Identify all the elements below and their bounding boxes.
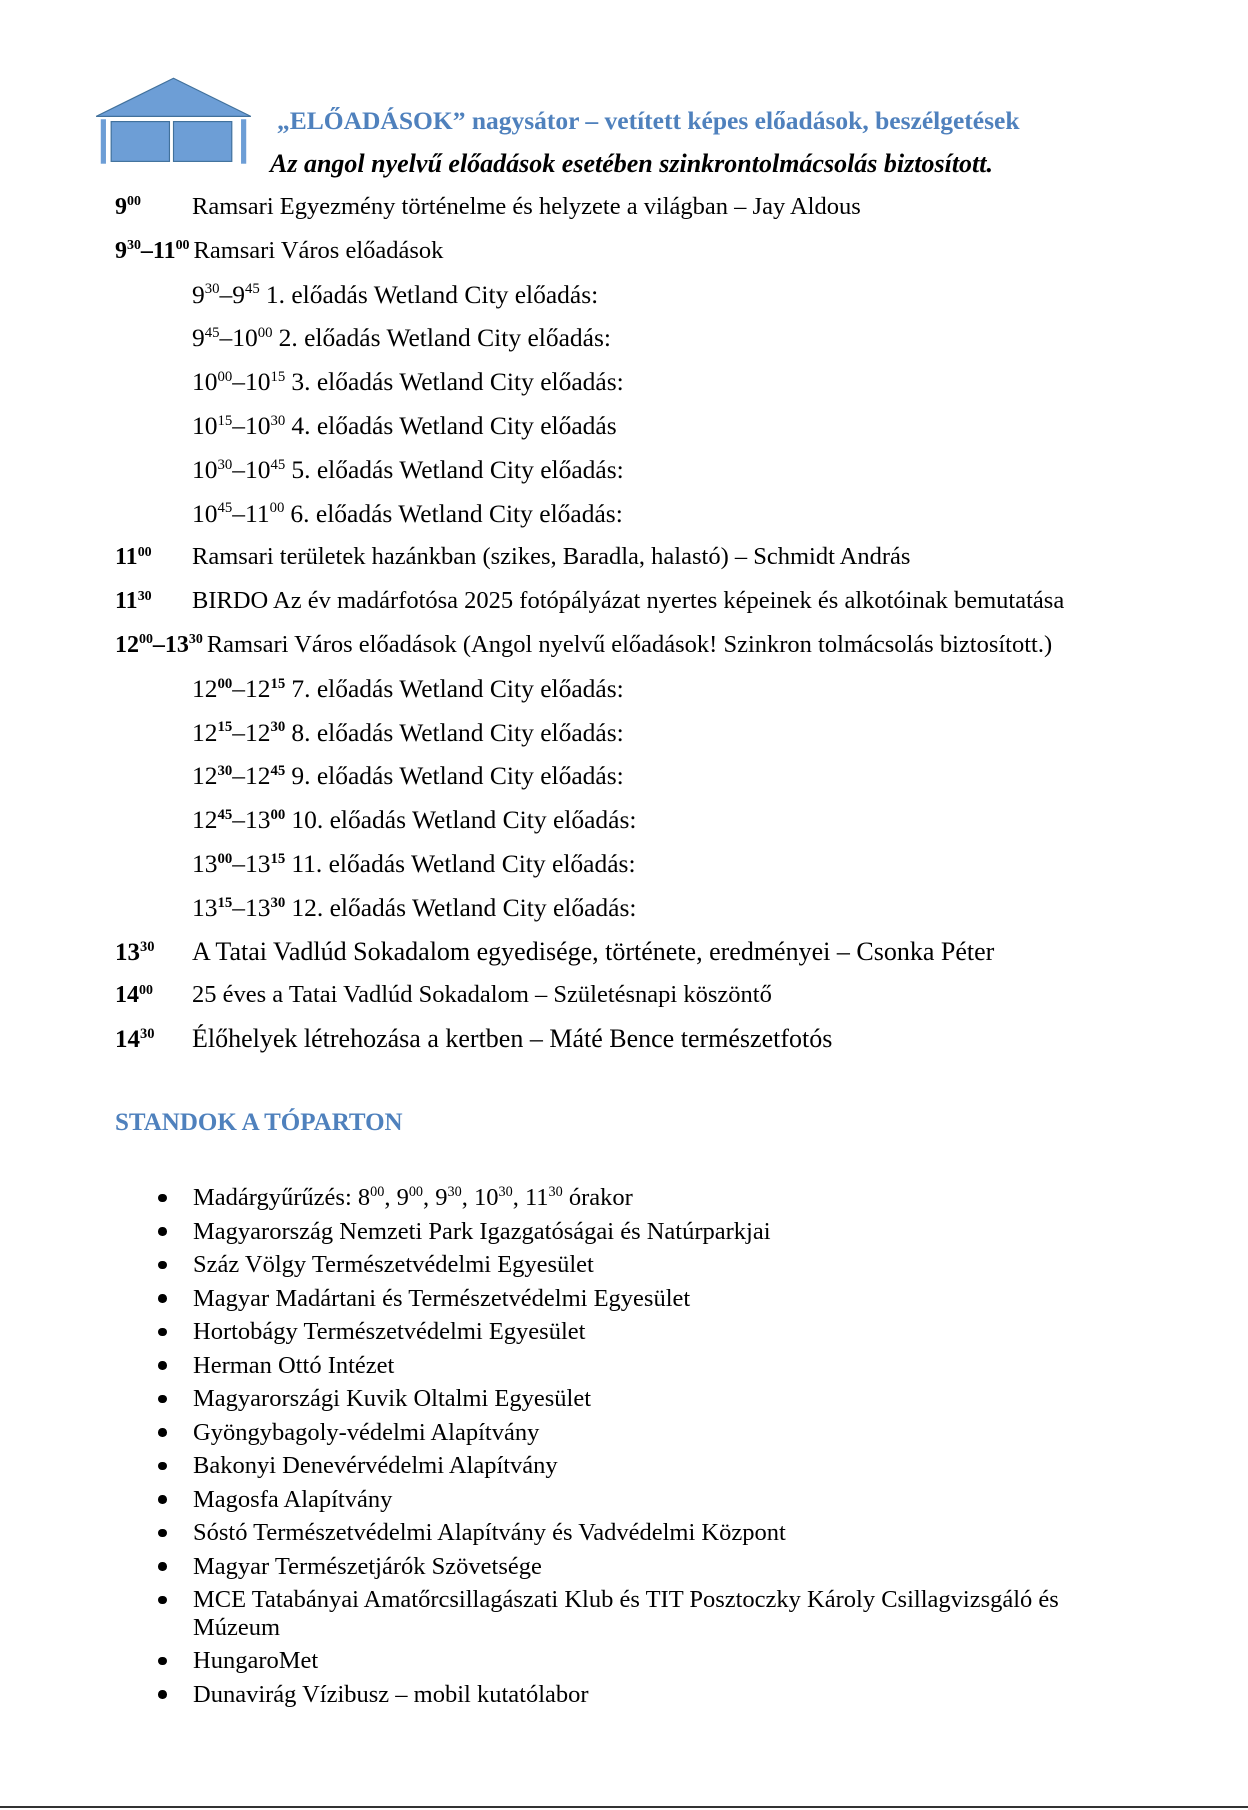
time-range-dash: – [219, 279, 233, 309]
time-minute: 15 [217, 412, 233, 429]
tent-left-post [101, 119, 106, 163]
time-minute: 00 [139, 632, 153, 648]
stand-name: Magosfa Alapítvány [193, 1485, 393, 1513]
time-point [192, 323, 220, 352]
time-point [115, 632, 153, 658]
time-hour: 10 [192, 367, 218, 397]
time-hour: 12 [192, 673, 218, 703]
time-separator: , [423, 1184, 430, 1211]
time-minute: 00 [217, 850, 233, 867]
time-minute: 30 [217, 456, 233, 473]
session-row [115, 798, 1215, 842]
time-point [232, 280, 260, 309]
time-minute: 30 [270, 719, 286, 736]
time-slot [115, 186, 192, 230]
time-hour: 14 [115, 1026, 140, 1054]
time-minute: 15 [270, 369, 286, 386]
time-range-dash: – [232, 410, 246, 440]
time-point [435, 1184, 461, 1211]
time-slot [192, 404, 285, 448]
time-minute: 00 [175, 238, 190, 254]
time-hour: 10 [192, 454, 218, 484]
time-minute: 00 [139, 982, 153, 998]
time-point [115, 544, 152, 570]
stand-item [115, 1486, 1103, 1514]
time-minute: 30 [498, 1184, 513, 1201]
program-block [115, 623, 1215, 930]
program-block [115, 185, 1215, 229]
session-title: 11. előadás Wetland City előadás: [291, 848, 636, 878]
time-point [115, 588, 152, 614]
program-block [115, 973, 1215, 1017]
time-minute: 45 [204, 325, 220, 342]
time-point [153, 238, 190, 264]
time-range-dash: – [140, 237, 153, 264]
time-hour: 12 [245, 761, 271, 791]
time-minute: 45 [270, 456, 286, 473]
time-slot [115, 974, 192, 1018]
time-point [192, 849, 232, 878]
time-slot [192, 492, 284, 536]
time-point [245, 718, 285, 747]
tent-icon [95, 77, 252, 165]
time-minute: 30 [140, 1026, 155, 1043]
time-hour: 10 [245, 454, 271, 484]
time-hour: 10 [192, 410, 218, 440]
stand-item [115, 1586, 1103, 1641]
time-minute: 00 [408, 1184, 424, 1201]
time-minute: 45 [270, 763, 286, 780]
time-point [397, 1184, 423, 1211]
time-range-dash: – [232, 367, 246, 397]
time-point [525, 1184, 563, 1211]
time-point [192, 280, 220, 309]
stand-item [115, 1419, 1103, 1447]
page-title: „ELŐADÁSOK” nagysátor – vetített képes előadások, beszélgetések [277, 106, 1020, 135]
session-row [115, 448, 1215, 492]
stand-name: MCE Tatabányai Amatőrcsillagászati Klub és TIT Posztoczky Károly Csillagvizsgáló és Múzeum [193, 1586, 1059, 1641]
stand-item [115, 1251, 1103, 1279]
time-minute: 45 [217, 500, 233, 517]
time-range-dash: – [232, 498, 246, 528]
session-title: 7. előadás Wetland City előadás: [291, 673, 624, 703]
time-point [115, 939, 155, 966]
time-hour: 11 [152, 237, 176, 264]
time-minute: 30 [137, 588, 152, 604]
time-slot [115, 580, 192, 624]
time-hour: 12 [192, 805, 218, 835]
stand-name: Bakonyi Denevérvédelmi Alapítvány [193, 1452, 558, 1479]
program-title: Ramsari Egyezmény történelme és helyzete a világban – Jay Aldous [192, 193, 861, 220]
time-point [474, 1184, 513, 1211]
time-point [192, 674, 232, 703]
program-row [115, 973, 1215, 1017]
session-row [115, 886, 1215, 930]
stand-item [115, 1285, 1103, 1313]
stand-name: Magyarország Nemzeti Park Igazgatóságai és Natúrparkjai [193, 1217, 771, 1245]
tent-right-post [241, 119, 246, 163]
time-hour: 12 [192, 717, 218, 747]
time-range-dash: – [232, 454, 246, 484]
stand-name: Gyöngybagoly-védelmi Alapítvány [193, 1418, 540, 1446]
time-point [245, 674, 285, 703]
time-point [192, 455, 232, 484]
time-minute: 15 [217, 719, 233, 736]
program-title: Ramsari területek hazánkban (szikes, Baradla, halastó) – Schmidt András [192, 543, 911, 571]
time-slot [115, 536, 192, 580]
ringing-suffix: órakor [568, 1184, 633, 1211]
time-range-dash: – [232, 761, 246, 791]
time-hour: 9 [192, 323, 205, 353]
time-hour: 12 [245, 717, 271, 747]
time-hour: 12 [245, 673, 271, 703]
time-point [165, 632, 203, 658]
program-row [115, 229, 1215, 273]
time-hour: 11 [524, 1184, 549, 1211]
stand-item [115, 1318, 1103, 1346]
time-minute: 30 [204, 281, 220, 298]
time-range-dash: – [232, 717, 246, 747]
session-row [115, 754, 1215, 798]
time-point [245, 455, 285, 484]
time-point [192, 367, 232, 396]
time-point [192, 718, 232, 747]
time-hour: 9 [115, 194, 127, 220]
session-row [115, 492, 1215, 536]
time-minute: 30 [188, 632, 203, 648]
program-title: A Tatai Vadlúd Sokadalom egyedisége, története, eredményei – Csonka Péter [192, 936, 995, 966]
session-title: 9. előadás Wetland City előadás: [291, 761, 624, 791]
time-minute: 00 [269, 500, 285, 517]
time-slot [192, 316, 273, 360]
time-minute: 30 [447, 1184, 462, 1201]
program-title: Ramsari Város előadások [193, 236, 444, 264]
time-hour: 10 [245, 410, 271, 440]
time-minute: 00 [257, 325, 273, 342]
time-minute: 00 [370, 1184, 385, 1201]
time-point [245, 367, 285, 396]
stand-name: HungaroMet [193, 1647, 319, 1675]
program-title: Ramsari Város előadások (Angol nyelvű előadások! Szinkron tolmácsolás biztosított.) [206, 630, 1053, 658]
time-point [115, 1026, 155, 1053]
stand-name: Magyar Madártani és Természetvédelmi Egyesület [193, 1284, 691, 1312]
program-row [115, 535, 1215, 579]
time-slot [115, 624, 207, 668]
time-range-dash: – [232, 805, 246, 835]
program-row [115, 185, 1215, 229]
tent-roof [96, 78, 251, 116]
time-hour: 13 [192, 892, 218, 922]
stand-item [115, 1385, 1103, 1413]
stand-item [115, 1218, 1103, 1246]
time-hour: 9 [192, 279, 205, 309]
time-range-dash: – [232, 892, 246, 922]
time-hour: 14 [115, 982, 139, 1009]
session-row [115, 842, 1215, 886]
session-title: 12. előadás Wetland City előadás: [291, 892, 637, 922]
stand-name: Magyar Természetjárók Szövetsége [193, 1552, 542, 1580]
stand-item [115, 1452, 1103, 1480]
time-slot [192, 667, 285, 711]
time-point [192, 761, 232, 790]
time-point [192, 893, 232, 922]
time-point [192, 805, 232, 834]
time-hour: 10 [232, 323, 258, 353]
program-block [115, 1017, 1215, 1061]
time-slot [192, 842, 285, 886]
stand-item [115, 1352, 1103, 1380]
time-slot [192, 360, 285, 404]
time-hour: 12 [192, 761, 218, 791]
time-slot [115, 1018, 192, 1062]
session-row [115, 667, 1215, 711]
program-block [115, 535, 1215, 579]
stand-item [115, 1553, 1103, 1581]
stands-section-title: STANDOK A TÓPARTON [115, 1109, 403, 1136]
time-hour: 10 [473, 1184, 499, 1211]
time-minute: 45 [217, 807, 233, 823]
time-slot [115, 230, 194, 274]
program-title: Élőhelyek létrehozása a kertben – Máté Bence természetfotós [192, 1024, 833, 1054]
time-hour: 11 [115, 544, 138, 571]
time-minute: 15 [270, 675, 286, 692]
program-title: BIRDO Az év madárfotósa 2025 fotópályázat nyertes képeinek és alkotóinak bemutatása [192, 587, 1065, 615]
time-minute: 30 [270, 412, 286, 429]
time-hour: 9 [115, 237, 127, 264]
program-block [115, 930, 1215, 974]
program-block [115, 579, 1215, 623]
stand-item [115, 1519, 1103, 1547]
time-slot [192, 798, 285, 842]
time-separator: , [512, 1184, 519, 1211]
session-title: 1. előadás Wetland City előadás: [265, 279, 599, 309]
time-point [358, 1184, 384, 1211]
time-minute: 15 [270, 850, 286, 867]
time-minute: 15 [217, 894, 233, 911]
time-point [245, 411, 285, 440]
time-range-dash: – [232, 848, 246, 878]
time-minute: 30 [217, 763, 233, 780]
session-title: 2. előadás Wetland City előadás: [278, 323, 611, 353]
program-row [115, 579, 1215, 623]
session-row [115, 404, 1215, 448]
time-hour: 8 [357, 1184, 371, 1211]
session-title: 3. előadás Wetland City előadás: [291, 367, 624, 397]
stand-name: Hortobágy Természetvédelmi Egyesület [193, 1318, 586, 1345]
stand-name: Herman Ottó Intézet [193, 1351, 395, 1379]
time-point [115, 982, 153, 1008]
time-hour: 10 [245, 367, 271, 397]
time-point [115, 194, 141, 220]
time-range-dash: – [152, 631, 165, 658]
time-range-dash: – [232, 673, 246, 703]
time-slot [192, 273, 260, 317]
program-row [115, 1017, 1215, 1061]
time-slot [115, 931, 192, 975]
program-row [115, 930, 1215, 974]
session-title: 4. előadás Wetland City előadás [291, 410, 617, 440]
time-hour: 11 [245, 498, 270, 528]
ringing-label: Madárgyűrűzés: [193, 1184, 352, 1211]
time-minute: 00 [127, 194, 141, 210]
time-minute: 30 [140, 938, 155, 955]
stand-name: Száz Völgy Természetvédelmi Egyesület [193, 1251, 594, 1278]
program-schedule [115, 185, 1215, 1061]
time-hour: 13 [245, 892, 271, 922]
session-title: 5. előadás Wetland City előadás: [291, 454, 624, 484]
time-minute: 00 [137, 544, 152, 560]
time-hour: 11 [115, 588, 138, 615]
time-point [245, 849, 285, 878]
time-hour: 10 [192, 498, 218, 528]
tent-right-panel [174, 122, 232, 162]
time-point [245, 761, 285, 790]
stand-name: Magyarországi Kuvik Oltalmi Egyesület [193, 1385, 592, 1412]
time-point [192, 499, 232, 528]
session-row [115, 273, 1215, 317]
program-title: 25 éves a Tatai Vadlúd Sokadalom – Születésnapi köszöntő [192, 981, 772, 1009]
time-minute: 00 [270, 807, 286, 823]
time-hour: 13 [164, 631, 189, 658]
time-slot [192, 754, 285, 798]
time-separator: , [461, 1184, 468, 1211]
time-slot [192, 886, 285, 930]
session-row [115, 711, 1215, 755]
stand-name: Dunavirág Vízibusz – mobil kutatólabor [193, 1680, 589, 1708]
time-slot [192, 711, 285, 755]
stand-item [115, 1681, 1103, 1709]
time-minute: 00 [217, 369, 233, 386]
stand-item-bird-ringing [115, 1184, 1103, 1212]
session-row [115, 360, 1215, 404]
time-hour: 13 [245, 848, 271, 878]
time-minute: 45 [245, 281, 260, 298]
time-hour: 9 [396, 1184, 409, 1211]
stand-name: Sóstó Természetvédelmi Alapítvány és Vadvédelmi Központ [193, 1519, 786, 1546]
stand-item [115, 1647, 1103, 1675]
time-hour: 9 [435, 1184, 448, 1211]
time-minute: 00 [217, 675, 233, 692]
time-hour: 13 [192, 848, 218, 878]
program-row [115, 623, 1215, 667]
session-title: 8. előadás Wetland City előadás: [291, 717, 624, 747]
program-block [115, 229, 1215, 536]
session-title: 10. előadás Wetland City előadás: [291, 805, 637, 835]
time-hour: 12 [115, 631, 139, 658]
time-hour: 9 [232, 279, 246, 309]
session-title: 6. előadás Wetland City előadás: [290, 498, 623, 528]
time-minute: 30 [127, 238, 141, 254]
time-hour: 13 [245, 805, 271, 835]
time-hour: 13 [115, 938, 140, 966]
stands-list [115, 1184, 1115, 1714]
time-separator: , [384, 1184, 391, 1211]
time-point [245, 499, 284, 528]
time-point [245, 805, 285, 834]
session-row [115, 316, 1215, 360]
time-point [245, 893, 285, 922]
time-point [115, 238, 141, 264]
time-slot [192, 448, 285, 492]
tent-left-panel [111, 122, 169, 162]
time-point [232, 323, 272, 352]
interpretation-note: Az angol nyelvű előadások esetében szinkrontolmácsolás biztosított. [270, 149, 993, 178]
time-range-dash: – [219, 323, 233, 353]
time-point [192, 411, 232, 440]
page-bottom-rule [0, 1806, 1248, 1808]
time-minute: 30 [270, 894, 286, 911]
time-minute: 30 [548, 1184, 563, 1201]
